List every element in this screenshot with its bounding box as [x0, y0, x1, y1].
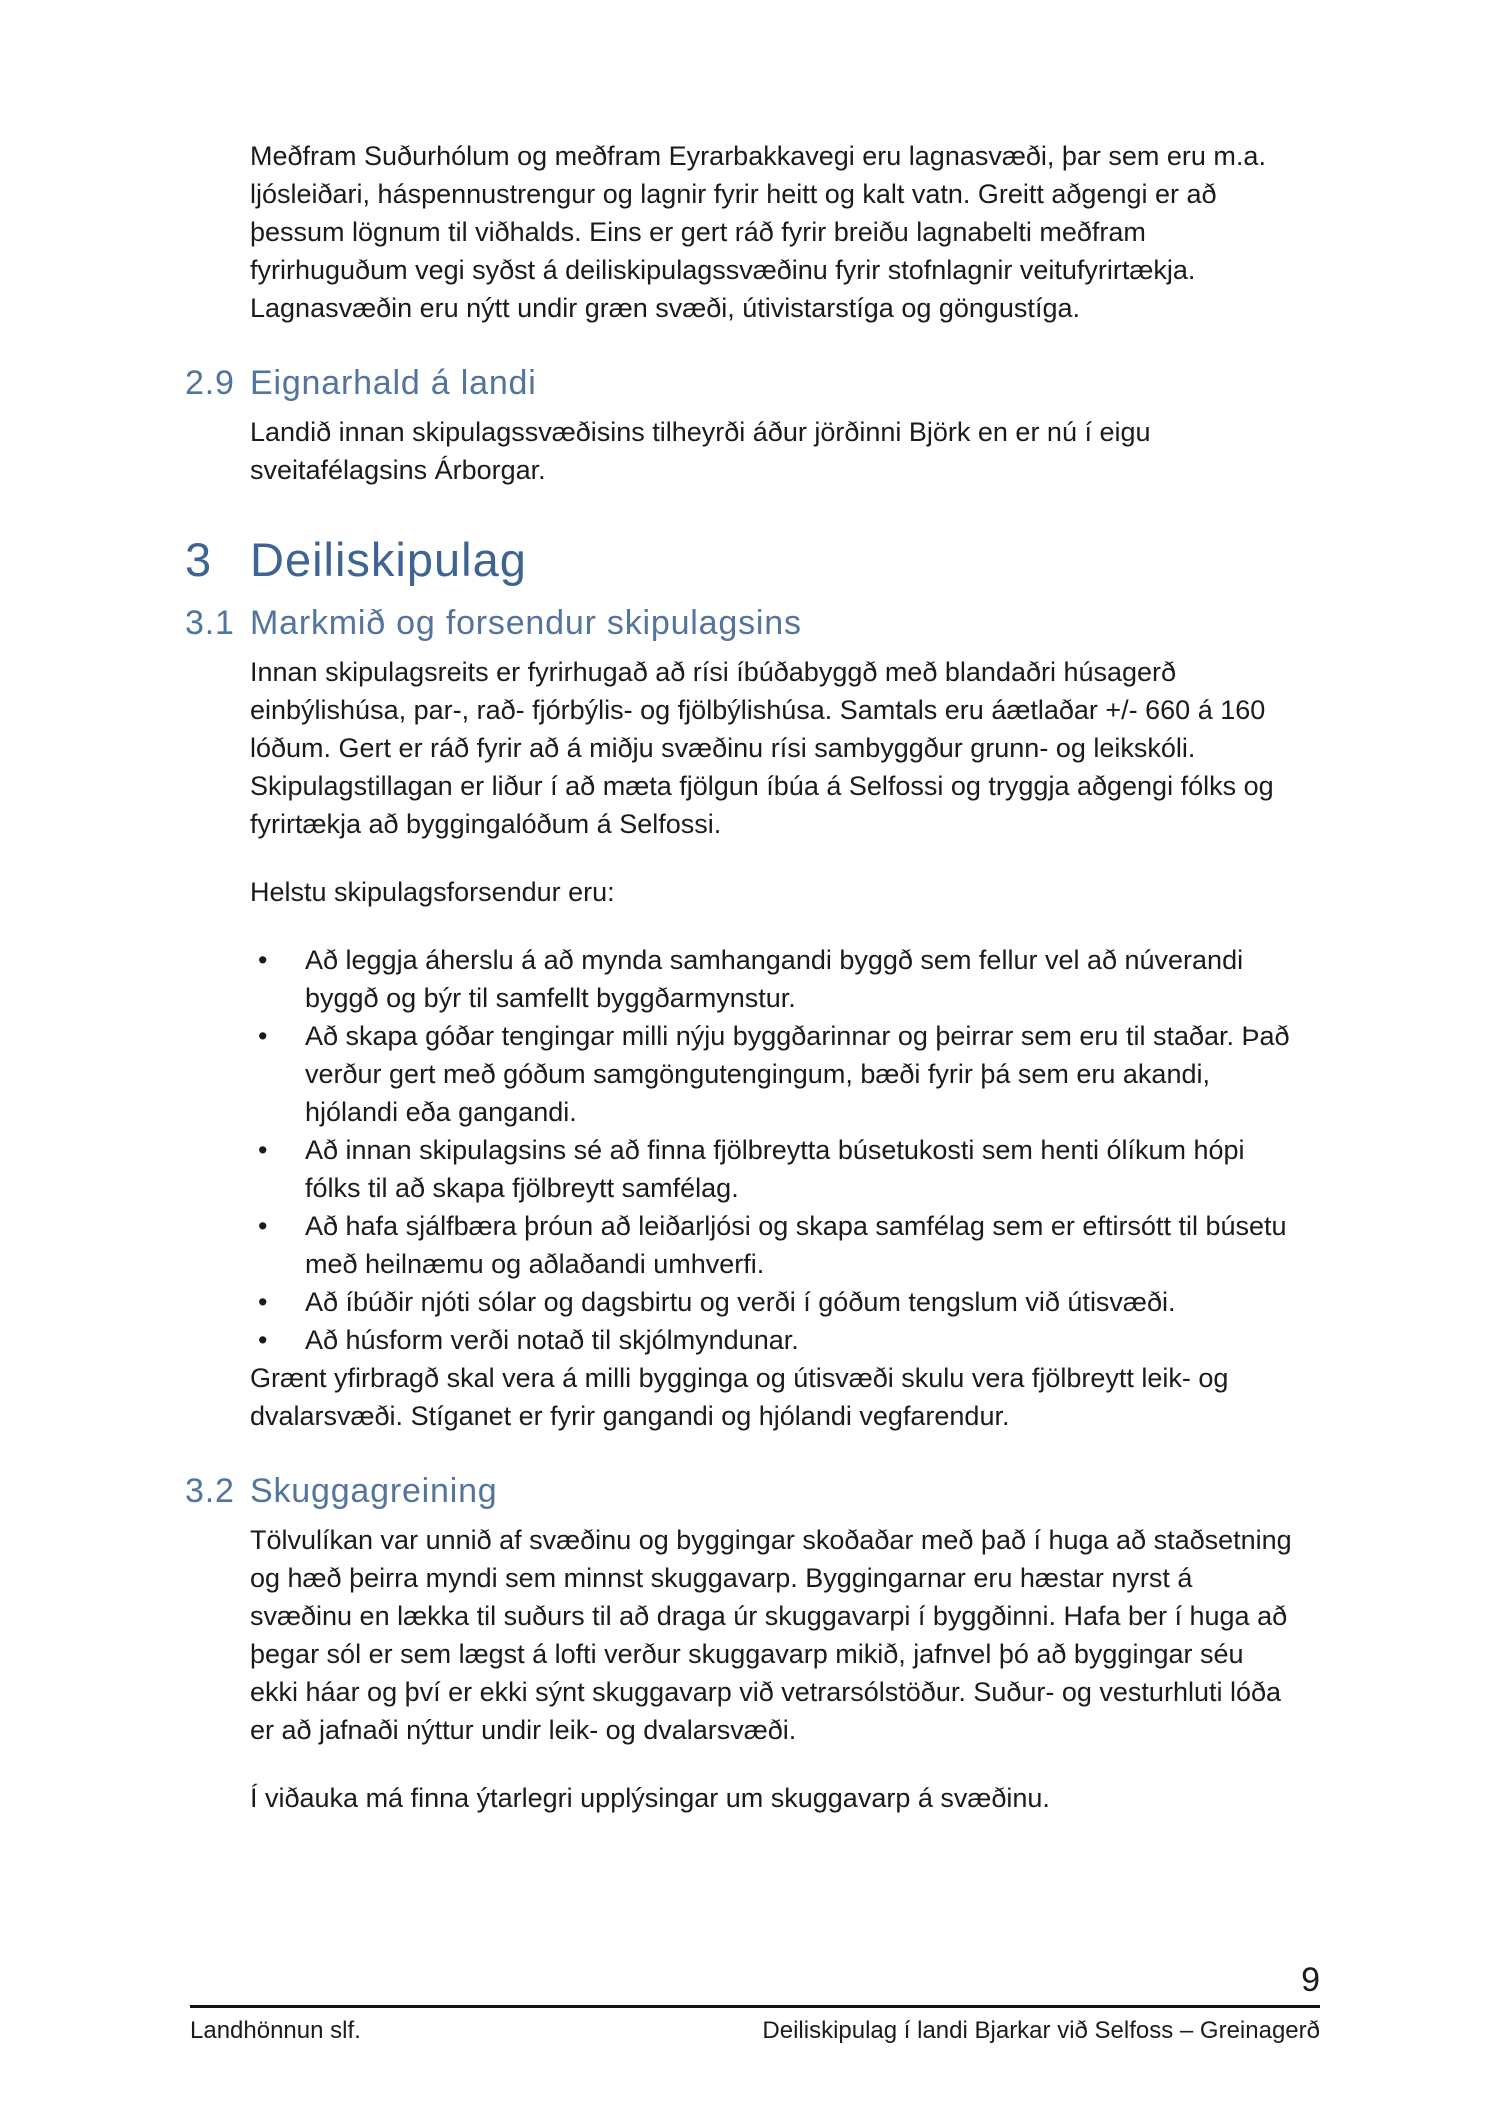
- section-title: Markmið og forsendur skipulagsins: [250, 604, 802, 642]
- list-item: • Að innan skipulagsins sé að finna fjölbreytta búsetukosti sem henti ólíkum hópi fólks til að skapa fjölbreytt samfélag.: [258, 1131, 1295, 1207]
- intro-paragraph: Meðfram Suðurhólum og meðfram Eyrarbakkavegi eru lagnasvæði, þar sem eru m.a. ljósleiðari, háspennustrengur og lagnir fyrir heitt og kalt vatn. Greitt aðgengi er að þessum lögnum til viðhalds. Eins er gert ráð fyrir breiðu lagnabelti meðfram fyrirhuguðum vegi syðst á deiliskipulagssvæðinu fyrir stofnlagnir veitufyrirtækja. Lagnasvæðin eru nýtt undir græn svæði, útivistarstíga og göngustíga.: [250, 141, 1266, 323]
- list-item: • Að skapa góðar tengingar milli nýju byggðarinnar og þeirrar sem eru til staðar. Það verður gert með góðum samgöngutengingum, bæði fyrir þá sem eru akandi, hjólandi eða gangandi.: [258, 1017, 1295, 1131]
- section-3-2-paragraph: Tölvulíkan var unnið af svæðinu og byggingar skoðaðar með það í huga að staðsetning og hæð þeirra myndi sem minnst skuggavarp. Byggingarnar eru hæstar nyrst á svæðinu en lækka til suðurs til að draga úr skuggavarpi í byggðinni. Hafa ber í huga að þegar sól er sem lægst á lofti verður skuggavarp mikið, jafnvel þó að byggingar séu ekki háar og því er ekki sýnt skuggavarp við vetrarsólstöður. Suður- og vesturhluti lóða er að jafnaði nýttur undir leik- og dvalarsvæði.: [250, 1525, 1292, 1745]
- list-item: • Að íbúðir njóti sólar og dagsbirtu og verði í góðum tengslum við útisvæði.: [258, 1283, 1295, 1321]
- chapter-number: 3: [185, 533, 213, 586]
- planning-principles-list: [258, 941, 1295, 1359]
- footer-row: [190, 2016, 1320, 2046]
- section-heading-2-9: [185, 361, 1320, 405]
- section-title: Skuggagreining: [250, 1472, 498, 1510]
- chapter-heading-3: [185, 531, 1320, 589]
- list-item: • Að hafa sjálfbæra þróun að leiðarljósi og skapa samfélag sem er eftirsótt til búsetu með heilnæmu og aðlaðandi umhverfi.: [258, 1207, 1295, 1283]
- page-footer: [0, 1961, 1500, 2046]
- section-3-1-closing-paragraph: Grænt yfirbragð skal vera á milli bygginga og útisvæði skulu vera fjölbreytt leik- og dvalarsvæði. Stíganet er fyrir gangandi og hjólandi vegfarendur.: [250, 1363, 1229, 1431]
- page-number: 9: [1301, 1961, 1320, 1999]
- section-title: Eignarhald á landi: [250, 364, 537, 402]
- footer-document-title: Deiliskipulag í landi Bjarkar við Selfoss – Greinagerð: [762, 2017, 1320, 2044]
- section-number: 3.2: [185, 1472, 235, 1510]
- bullet-list-intro: Helstu skipulagsforsendur eru:: [250, 877, 615, 907]
- footer-divider: [190, 2005, 1320, 2008]
- section-heading-3-1: [185, 601, 1320, 645]
- section-heading-3-2: [185, 1469, 1320, 1513]
- section-2-9-paragraph: Landið innan skipulagssvæðisins tilheyrði áður jörðinni Björk en er nú í eigu sveitafélagsins Árborgar.: [250, 417, 1151, 485]
- list-item: • Að húsform verði notað til skjólmyndunar.: [258, 1321, 1295, 1359]
- section-number: 3.1: [185, 604, 235, 642]
- chapter-title: Deiliskipulag: [250, 533, 527, 586]
- section-3-1-paragraph: Innan skipulagsreits er fyrirhugað að rísi íbúðabyggð með blandaðri húsagerð einbýlishúsa, par-, rað- fjórbýlis- og fjölbýlishúsa. Samtals eru áætlaðar +/- 660 á 160 lóðum. Gert er ráð fyrir að á miðju svæðinu rísi sambyggður grunn- og leikskóli. Skipulagstillagan er liður í að mæta fjölgun íbúa á Selfossi og tryggja aðgengi fólks og fyrirtækja að byggingalóðum á Selfossi.: [250, 657, 1274, 839]
- footer-company: Landhönnun slf.: [190, 2017, 361, 2044]
- list-item: • Að leggja áherslu á að mynda samhangandi byggð sem fellur vel að núverandi byggð og býr til samfellt byggðarmynstur.: [258, 941, 1295, 1017]
- appendix-note: Í viðauka má finna ýtarlegri upplýsingar um skuggavarp á svæðinu.: [250, 1783, 1050, 1813]
- section-number: 2.9: [185, 364, 235, 402]
